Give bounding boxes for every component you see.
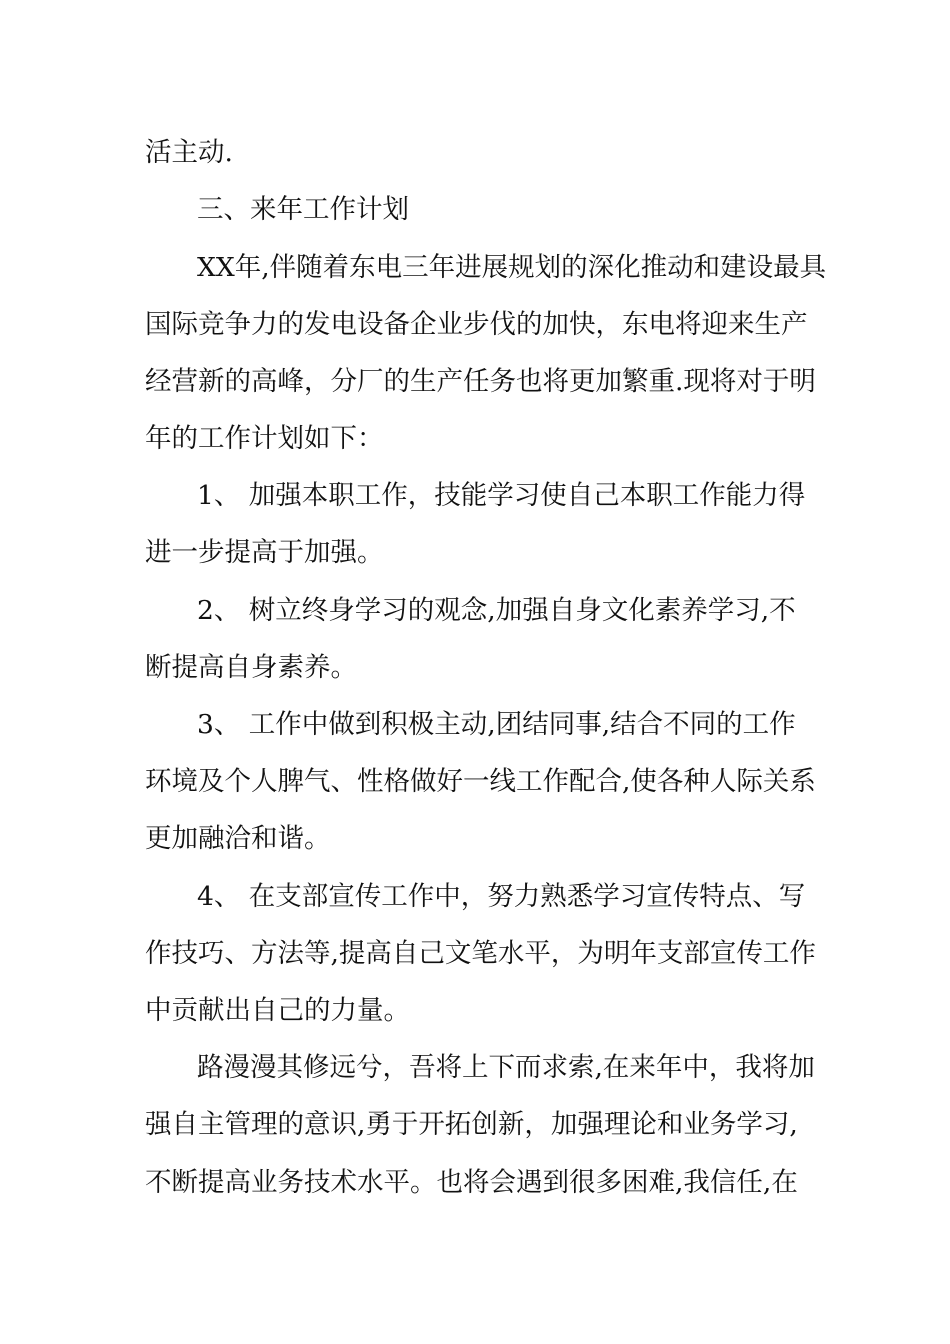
text-line: 环境及个人脾气、性格做好一线工作配合,使各种人际关系 [145,766,816,797]
list-item-1: 1、 加强本职工作，技能学习使自己本职工作能力得 [197,480,806,511]
text-line: 更加融洽和谐。 [145,823,331,854]
text-line: 强自主管理的意识,勇于开拓创新，加强理论和业务学习, [145,1109,798,1140]
text-line: 中贡献出自己的力量。 [145,995,410,1026]
text-line: 进一步提高于加强。 [145,537,384,568]
list-item-4: 4、 在支部宣传工作中，努力熟悉学习宣传特点、写 [197,881,806,912]
section-heading: 三、来年工作计划 [197,194,409,225]
paragraph-start: 路漫漫其修远兮，吾将上下而求索,在来年中，我将加 [197,1052,815,1083]
text-line: 断提高自身素养。 [145,652,357,683]
list-item-2: 2、 树立终身学习的观念,加强自身文化素养学习,不 [197,595,796,626]
text-line: 经营新的高峰，分厂的生产任务也将更加繁重.现将对于明 [145,366,816,397]
text-line: 活主动. [145,137,233,168]
text-line: XX年,伴随着东电三年进展规划的深化推动和建设最具 [197,252,827,283]
text-line: 国际竞争力的发电设备企业步伐的加快，东电将迎来生产 [145,309,808,340]
text-line: 年的工作计划如下： [145,423,384,454]
text-line: 不断提高业务技术水平。也将会遇到很多困难,我信任,在 [145,1167,798,1198]
text-line: 作技巧、方法等,提高自己文笔水平，为明年支部宣传工作 [145,938,816,969]
list-item-3: 3、 工作中做到积极主动,团结同事,结合不同的工作 [197,709,796,740]
